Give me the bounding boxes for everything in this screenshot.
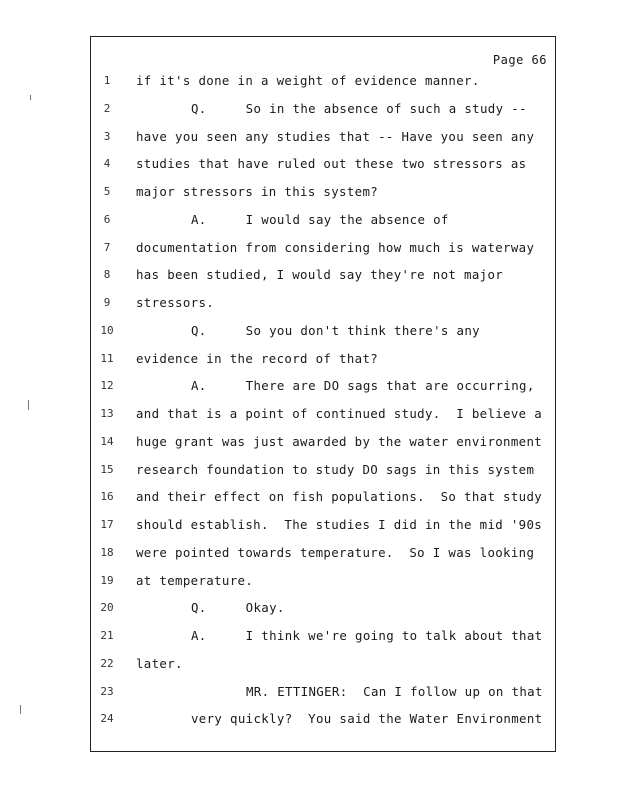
line-text: were pointed towards temperature. So I was looking — [136, 544, 535, 560]
line-text: should establish. The studies I did in the mid '90s — [136, 517, 543, 532]
line-number: 21 — [100, 629, 114, 642]
line-text: have you seen any studies that -- Have you seen any — [136, 128, 535, 144]
transcript-line — [91, 654, 557, 674]
line-text: Q. So in the absence of such a study -- — [191, 100, 527, 116]
transcript-line — [91, 127, 557, 147]
scan-mark — [28, 400, 29, 410]
transcript-line — [91, 293, 557, 313]
line-number: 18 — [100, 545, 114, 559]
line-text: later. — [136, 655, 183, 671]
transcript-line — [91, 682, 557, 702]
line-text: and that is a point of continued study. I believe a — [136, 406, 543, 421]
line-number: 1 — [103, 74, 111, 87]
line-text: at temperature. — [136, 572, 254, 588]
line-number: 5 — [103, 185, 111, 198]
line-text: stressors. — [136, 295, 215, 310]
line-number: 2 — [103, 101, 111, 115]
line-number: 20 — [100, 601, 114, 615]
transcript-line — [91, 154, 557, 174]
line-number: 22 — [100, 656, 114, 670]
transcript-line — [91, 238, 557, 258]
transcript-line — [91, 182, 557, 202]
scan-mark — [20, 705, 21, 714]
transcript-line — [91, 432, 557, 452]
transcript-line — [91, 626, 557, 646]
line-text: documentation from considering how much is waterway — [136, 239, 535, 255]
line-text: evidence in the record of that? — [136, 350, 379, 366]
line-number: 12 — [100, 379, 114, 393]
transcript-line — [91, 265, 557, 285]
line-number: 8 — [103, 268, 111, 282]
line-number: 10 — [100, 323, 114, 337]
line-number: 4 — [103, 157, 111, 171]
line-number: 7 — [103, 240, 111, 254]
transcript-line — [91, 598, 557, 618]
line-number: 9 — [103, 296, 111, 309]
line-number: 11 — [100, 351, 114, 365]
line-text: if it's done in a weight of evidence manner. — [136, 73, 480, 88]
line-number: 13 — [100, 407, 114, 420]
line-text: MR. ETTINGER: Can I follow up on that — [246, 683, 543, 699]
transcript-line — [91, 210, 557, 230]
line-text: Q. So you don't think there's any — [191, 322, 480, 338]
line-number: 17 — [100, 518, 114, 531]
transcript-line — [91, 543, 557, 563]
transcript-line — [91, 99, 557, 119]
line-number: 3 — [103, 129, 111, 143]
line-text: Q. Okay. — [191, 600, 285, 616]
transcript-line — [91, 349, 557, 369]
line-text: A. There are DO sags that are occurring, — [191, 378, 535, 394]
line-text: has been studied, I would say they're not major — [136, 267, 504, 283]
transcript-line — [91, 321, 557, 341]
line-text: research foundation to study DO sags in this system — [136, 461, 535, 477]
transcript-page — [90, 36, 556, 752]
scan-mark — [30, 95, 31, 100]
transcript-line — [91, 404, 557, 424]
line-text: studies that have ruled out these two stressors as — [136, 156, 527, 172]
line-number: 19 — [100, 573, 114, 587]
transcript-line — [91, 571, 557, 591]
line-number: 16 — [100, 490, 114, 504]
line-number: 14 — [100, 434, 114, 448]
transcript-line — [91, 71, 557, 91]
transcript-line — [91, 376, 557, 396]
transcript-line — [91, 487, 557, 507]
line-text: huge grant was just awarded by the water environment — [136, 433, 543, 449]
line-text: and their effect on fish populations. So that study — [136, 489, 543, 505]
transcript-line — [91, 709, 557, 729]
line-number: 6 — [103, 212, 111, 226]
line-text: A. I think we're going to talk about that — [191, 628, 543, 643]
line-number: 23 — [100, 684, 114, 698]
line-text: very quickly? You said the Water Environment — [191, 711, 543, 727]
line-text: A. I would say the absence of — [191, 211, 449, 227]
line-number: 15 — [100, 462, 114, 476]
line-text: major stressors in this system? — [136, 184, 379, 199]
transcript-line — [91, 515, 557, 535]
page-number: Page 66 — [492, 53, 547, 67]
transcript-line — [91, 460, 557, 480]
line-number: 24 — [100, 712, 114, 726]
